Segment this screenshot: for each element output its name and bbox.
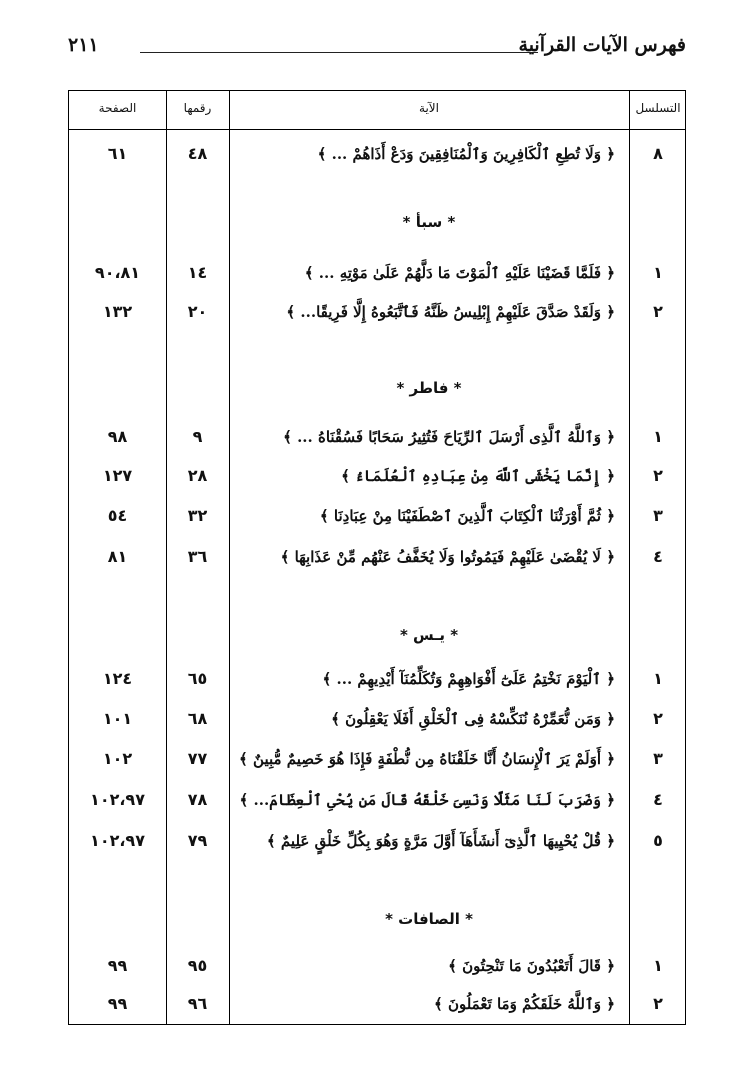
- page-cell: ٥٤: [107, 506, 128, 525]
- verse-cell: ﴿ وَلَا تُطِعِ ٱلْكَافِرِينَ وَٱلْمُنَافِقِينَ وَدَعْ أَذَاهُمْ ... ﴾: [317, 145, 615, 163]
- serial-cell: ١: [653, 263, 663, 282]
- table-row: [69, 139, 685, 169]
- verse-cell: ﴿ فَلَمَّا قَضَيْنَا عَلَيْهِ ٱلْمَوْتَ مَا دَلَّهُمْ عَلَىٰ مَوْتِهِ ... ﴾: [304, 264, 615, 282]
- surah-heading: * الصافات *: [385, 910, 473, 928]
- page-number: ٢١١: [68, 34, 99, 56]
- serial-cell: ٢: [653, 302, 663, 321]
- column-header-page: الصفحة: [98, 101, 137, 115]
- verse-cell: ﴿ وَٱللَّهُ ٱلَّذِى أَرْسَلَ ٱلرِّيَاحَ فَتُثِيرُ سَحَابًا فَسُقْنَاهُ ... ﴾: [283, 428, 615, 446]
- verse-cell: ﴿ ٱلْيَوْمَ نَخْتِمُ عَلَىٰٓ أَفْوَاهِهِمْ وَتُكَلِّمُنَآ أَيْدِيهِمْ ... ﴾: [322, 670, 615, 688]
- page-cell: ١٢٧: [102, 466, 133, 485]
- verse-cell: ﴿ أَوَلَمْ يَرَ ٱلْإِنسَانُ أَنَّا خَلَقْنَاهُ مِن نُّطْفَةٍ فَإِذَا هُوَ خَصِيمٌ مُّبِينٌ ﴾: [239, 750, 615, 768]
- table-row: [69, 744, 685, 774]
- serial-cell: ٢: [653, 709, 663, 728]
- verse-cell: ﴿ إِنَّمَا يَخْشَى ٱللَّهَ مِنْ عِبَادِهِ ٱلْعُلَمَاءُ ﴾: [341, 467, 615, 485]
- table-row: [69, 785, 685, 815]
- table-row: [69, 826, 685, 856]
- table-row: [69, 501, 685, 531]
- verse-number-cell: ٤٨: [187, 144, 208, 163]
- verse-number-cell: ٧٩: [187, 831, 208, 850]
- verse-cell: ﴿ وَضَرَبَ لَنَا مَثَلًا وَنَسِىَ خَلْقَهُ قَالَ مَن يُحْىِ ٱلْعِظَامَ... ﴾: [239, 791, 615, 809]
- page-cell: ٩٨: [107, 427, 128, 446]
- serial-cell: ٥: [653, 831, 663, 850]
- table-row: [69, 258, 685, 288]
- surah-heading: * سبأ *: [402, 213, 456, 231]
- verse-number-cell: ٢٨: [187, 466, 208, 485]
- page-cell: ١٢٤: [102, 669, 133, 688]
- column-header-number: رقمها: [183, 101, 212, 115]
- verse-number-cell: ٧٧: [187, 749, 208, 768]
- page-cell: ١٣٢: [102, 302, 133, 321]
- table-row: [69, 664, 685, 694]
- table-row: [69, 542, 685, 572]
- verse-cell: ﴿ قُلْ يُحْيِيهَا ٱلَّذِىٓ أَنشَأَهَآ أَوَّلَ مَرَّةٍ وَهُوَ بِكُلِّ خَلْقٍ عَلِيمٌ ﴾: [266, 832, 615, 850]
- verse-number-cell: ٩: [192, 427, 203, 446]
- header-rule: [140, 52, 538, 53]
- page-cell: ٩٩: [107, 994, 128, 1013]
- verse-number-cell: ٣٢: [187, 506, 208, 525]
- page-cell: ٩٠،٨١: [94, 263, 141, 282]
- verse-number-cell: ٧٨: [187, 790, 208, 809]
- verse-number-cell: ٩٦: [187, 994, 208, 1013]
- column-header-verse: الآية: [419, 101, 439, 115]
- serial-cell: ٤: [653, 547, 663, 566]
- serial-cell: ٤: [653, 790, 663, 809]
- verse-cell: ﴿ وَٱللَّهُ خَلَقَكُمْ وَمَا تَعْمَلُونَ ﴾: [433, 995, 615, 1013]
- page-cell: ١٠١: [102, 709, 133, 728]
- verse-number-cell: ٦٥: [187, 669, 208, 688]
- serial-cell: ٢: [653, 466, 663, 485]
- verse-number-cell: ٣٦: [187, 547, 208, 566]
- verse-number-cell: ٩٥: [187, 956, 208, 975]
- verse-cell: ﴿ وَلَقَدْ صَدَّقَ عَلَيْهِمْ إِبْلِيسُ ظَنَّهُ فَٱتَّبَعُوهُ إِلَّا فَرِيقًا... ﴾: [286, 303, 615, 321]
- table-row: [69, 461, 685, 491]
- table-row: [69, 989, 685, 1019]
- serial-cell: ٢: [653, 994, 663, 1013]
- table-row: [69, 704, 685, 734]
- page-cell: ٩٩: [107, 956, 128, 975]
- page-header: [68, 30, 686, 62]
- page-cell: ١٠٢،٩٧: [90, 831, 145, 850]
- table-row: [69, 951, 685, 981]
- page-cell: ١٠٢،٩٧: [90, 790, 145, 809]
- verse-cell: ﴿ وَمَن نُّعَمِّرْهُ نُنَكِّسْهُ فِى ٱلْخَلْقِ أَفَلَا يَعْقِلُونَ ﴾: [331, 710, 615, 728]
- serial-cell: ١: [653, 427, 663, 446]
- serial-cell: ٣: [653, 749, 663, 768]
- serial-cell: ١: [653, 669, 663, 688]
- surah-heading: * يـس *: [399, 626, 459, 644]
- page-cell: ١٠٢: [102, 749, 133, 768]
- table-row: [69, 422, 685, 452]
- verse-cell: ﴿ لَا يُقْضَىٰ عَلَيْهِمْ فَيَمُوتُوا وَلَا يُخَفَّفُ عَنْهُم مِّنْ عَذَابِهَا ﴾: [280, 548, 615, 566]
- page-cell: ٨١: [107, 547, 128, 566]
- serial-cell: ٨: [653, 144, 663, 163]
- verse-index-table: [68, 90, 686, 1025]
- verse-cell: ﴿ ثُمَّ أَوْرَثْنَا ٱلْكِتَابَ ٱلَّذِينَ ٱصْطَفَيْنَا مِنْ عِبَادِنَا ﴾: [319, 507, 615, 525]
- serial-cell: ١: [653, 956, 663, 975]
- surah-heading: * فاطر *: [396, 379, 462, 397]
- page-cell: ٦١: [107, 144, 128, 163]
- running-title: فهرس الآيات القرآنية: [518, 34, 686, 56]
- verse-number-cell: ١٤: [187, 263, 208, 282]
- header-separator: [69, 129, 685, 130]
- verse-cell: ﴿ قَالَ أَتَعْبُدُونَ مَا تَنْحِتُونَ ﴾: [448, 957, 615, 975]
- table-row: [69, 297, 685, 327]
- serial-cell: ٣: [653, 506, 663, 525]
- verse-number-cell: ٦٨: [187, 709, 208, 728]
- column-header-serial: التسلسل: [635, 101, 681, 115]
- verse-number-cell: ٢٠: [187, 302, 208, 321]
